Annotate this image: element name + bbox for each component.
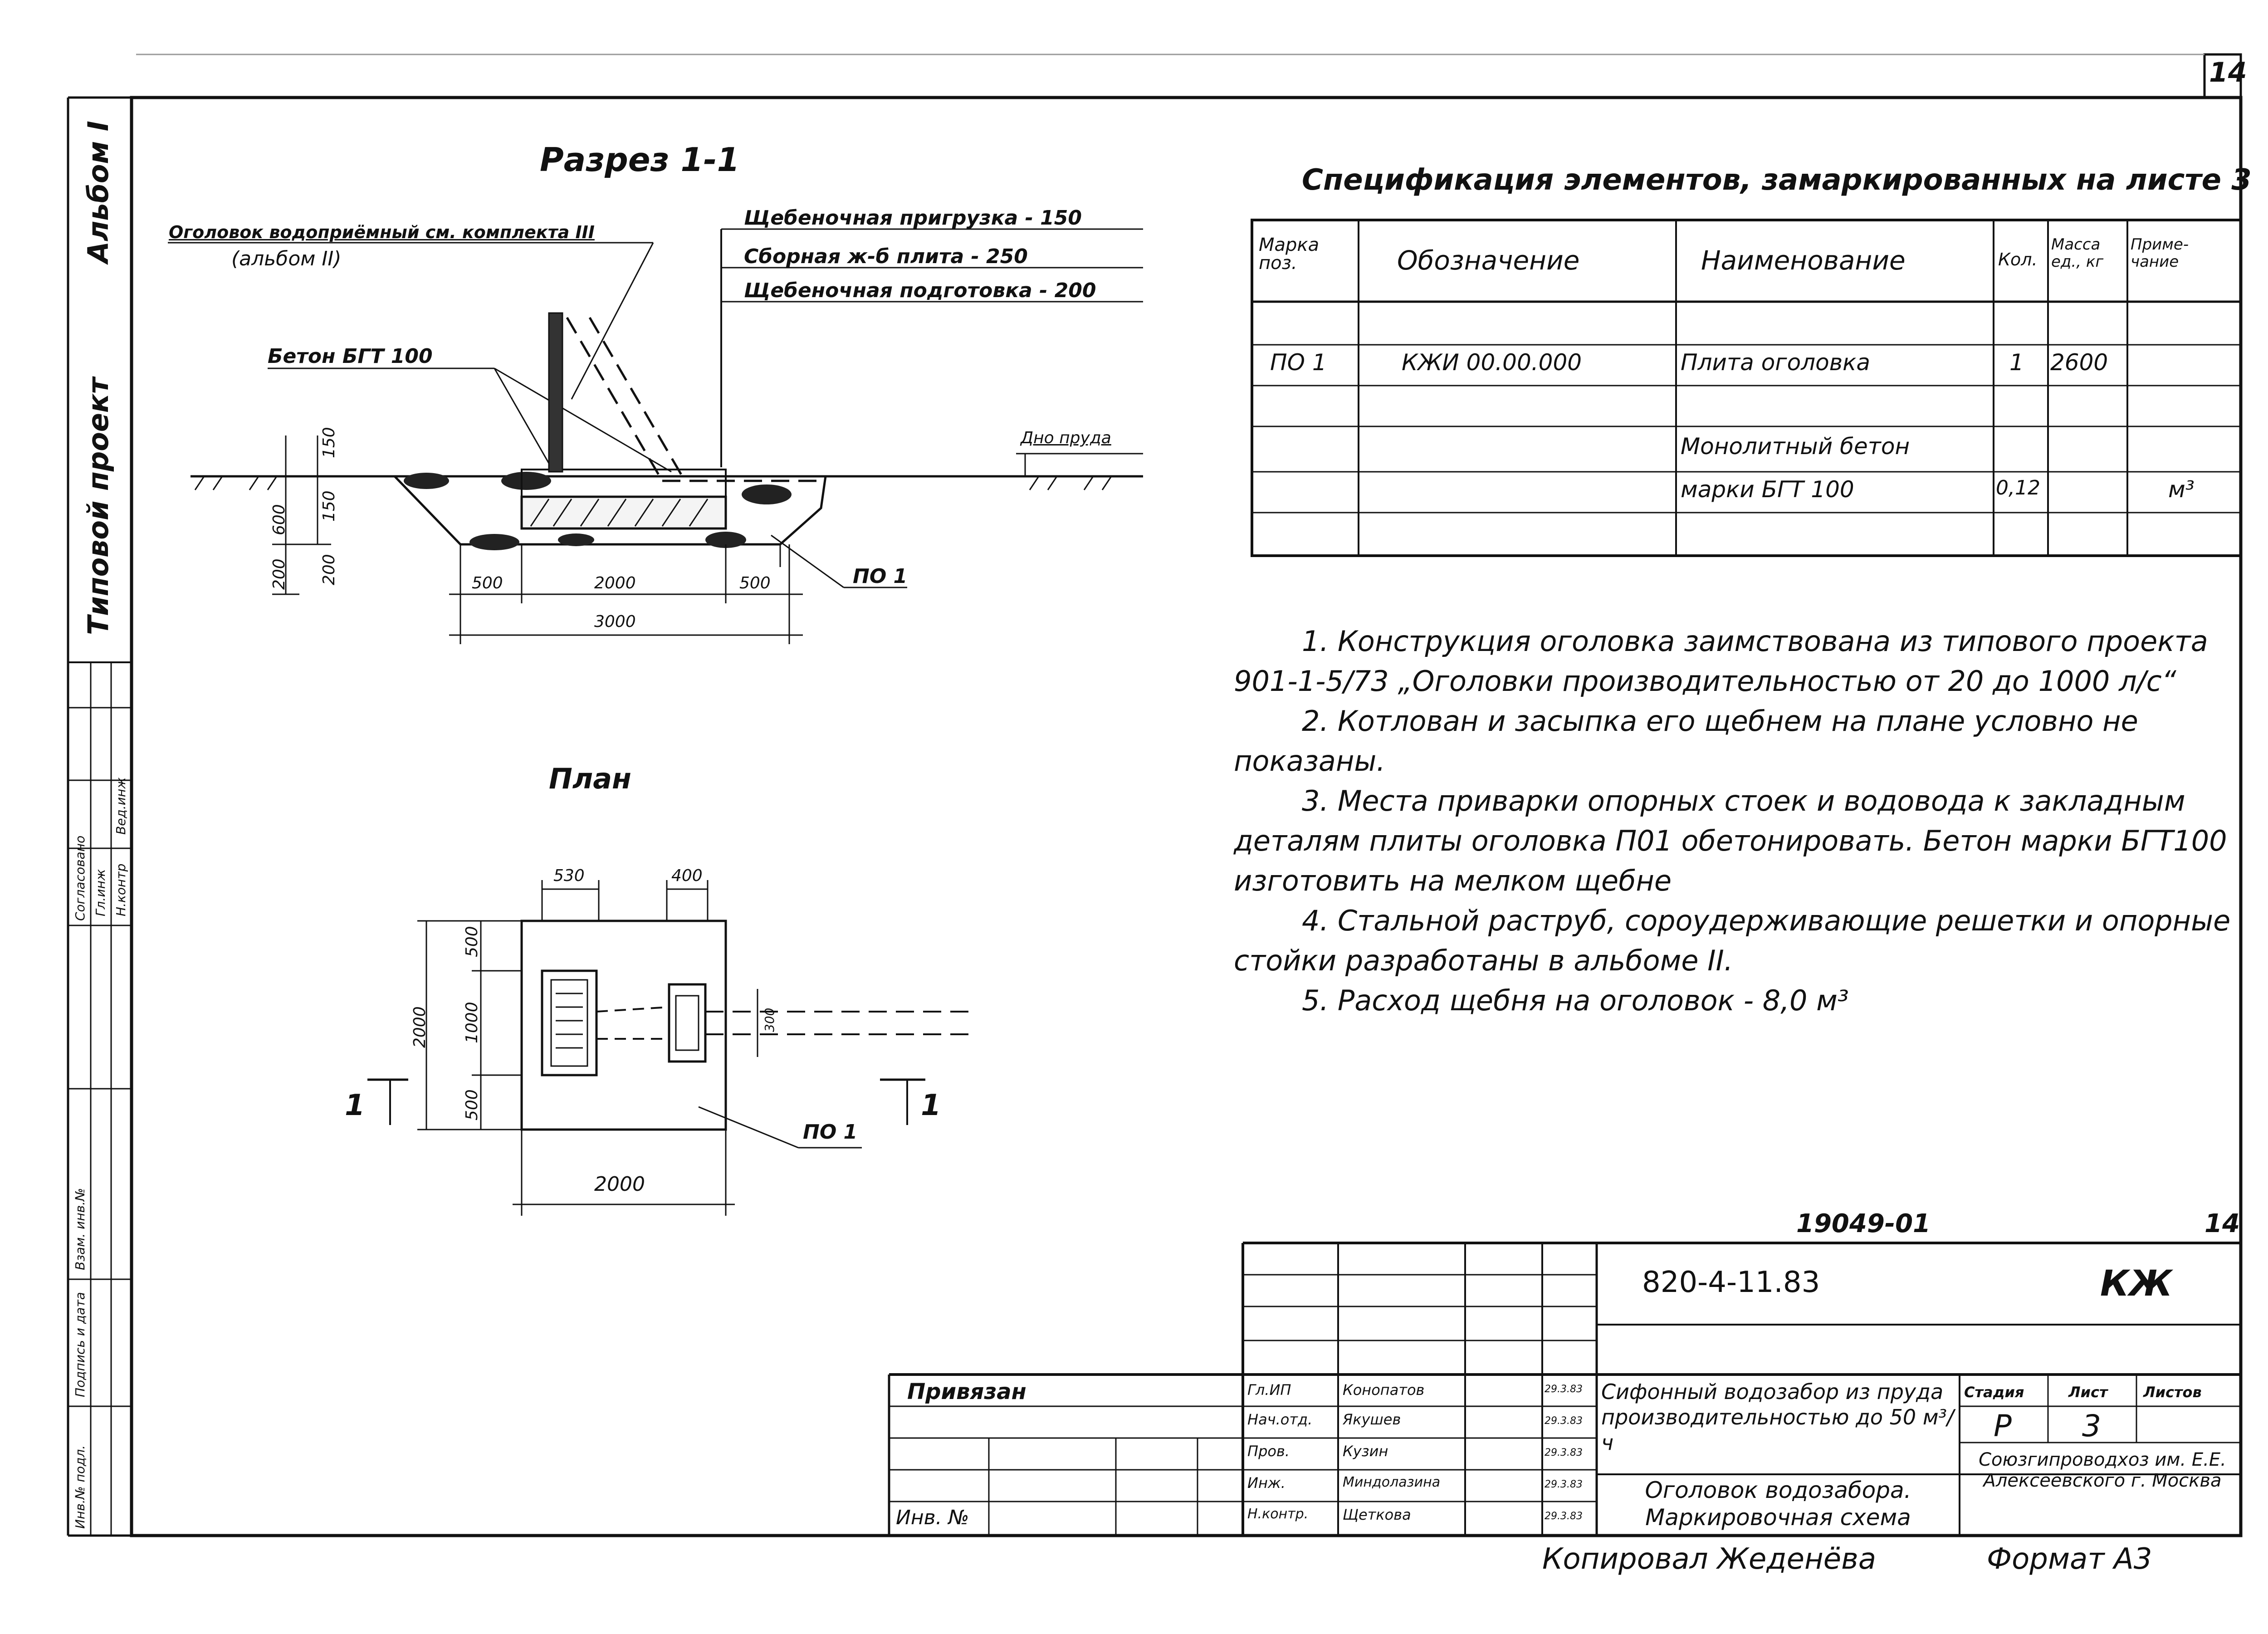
spec-row-2-name: Плита оголовка xyxy=(1681,349,1871,376)
stamp-role-4: Инж. xyxy=(1247,1474,1286,1492)
stamp-code: 820-4-11.83 xyxy=(1642,1266,1820,1299)
section-dim-v-600: 600 xyxy=(270,504,288,535)
stamp-mark: КЖ xyxy=(2100,1263,2173,1304)
left-strip-role-2: Н.контр xyxy=(113,863,128,916)
stamp-role-1: Гл.ИП xyxy=(1247,1381,1291,1399)
section-dim-h-3000: 3000 xyxy=(594,612,636,631)
left-strip-col-3: Взам. инв.№ xyxy=(73,1188,88,1270)
stamp-name-4: Миндолазина xyxy=(1343,1474,1441,1490)
plan-dim-v-500b: 500 xyxy=(463,1089,481,1120)
section-bottom-label: Дно пруда xyxy=(1021,429,1111,447)
stamp-date-2: 29.3.83 xyxy=(1545,1415,1583,1427)
stamp-org: Союзгипроводхоз им. Е.Е. Алексеевского г. Москва xyxy=(1979,1449,2226,1491)
plan-dim-top-1: 530 xyxy=(553,866,585,885)
stamp-tied: Привязан xyxy=(907,1379,1026,1404)
spec-header-name: Наименование xyxy=(1701,245,1906,276)
spec-row-4-name: Монолитный бетон xyxy=(1681,433,1910,460)
section-dim-h-500a: 500 xyxy=(472,574,503,592)
spec-row-5-name: марки БГТ 100 xyxy=(1681,476,1854,503)
section-dim-h-2000: 2000 xyxy=(594,574,636,592)
stamp-stage: Р xyxy=(1994,1409,2012,1443)
plan-dim-top-2: 400 xyxy=(671,866,703,885)
spec-header-designation: Обозначение xyxy=(1397,245,1580,276)
corner-page-number: 14 xyxy=(2209,57,2247,88)
stamp-inventory: 19049-01 xyxy=(1796,1209,1931,1238)
section-dim-v-150b: 150 xyxy=(320,490,338,522)
section-dim-v-150a: 150 xyxy=(320,427,338,458)
section-layer-1: Щебеночная пригрузка - 150 xyxy=(744,206,1082,230)
spec-row-2-mass: 2600 xyxy=(2050,349,2108,376)
notes-block xyxy=(1234,621,2232,1021)
section-title: Разрез 1-1 xyxy=(540,141,740,179)
stamp-sheet: 3 xyxy=(2082,1409,2101,1443)
note-3: 3. Места приварки опорных стоек и водовода к закладным деталям плиты оголовка П01 обетонировать. Бетон марки БГТ100 изготовить на мелком щебне xyxy=(1234,784,2227,897)
plan-cut-left: 1 xyxy=(345,1089,365,1122)
note-5: 5. Расход щебня на оголовок - 8,0 м³ xyxy=(1302,984,1849,1017)
plan-dim-v-2000: 2000 xyxy=(411,1006,429,1048)
note-1: 1. Конструкция оголовка заимствована из типового проекта 901-1-5/73 „Оголовки производительностью от 20 до 1000 л/с“ xyxy=(1234,625,2208,698)
left-strip-col-1: Инв.№ подл. xyxy=(73,1445,88,1529)
left-strip-role-3: Вед.инж xyxy=(113,777,128,835)
project-type-label: Типовой проект xyxy=(82,377,115,635)
note-4: 4. Стальной раструб, сороудерживающие решетки и опорные стойки разработаны в альбоме II. xyxy=(1234,904,2231,977)
spec-row-2-qty: 1 xyxy=(2009,349,2024,376)
section-layer-2: Сборная ж-б плита - 250 xyxy=(744,245,1028,268)
plan-title: План xyxy=(549,762,631,795)
spec-header-note: Приме-чание xyxy=(2131,235,2189,271)
stamp-stage-header: Стадия xyxy=(1964,1384,2024,1401)
stamp-date-1: 29.3.83 xyxy=(1545,1384,1583,1395)
plan-dim-side: 300 xyxy=(762,1008,777,1032)
plan-dim-v-1000: 1000 xyxy=(463,1002,481,1043)
album-label: Альбом I xyxy=(82,121,115,263)
note-2: 2. Котлован и засыпка его щебнем на плане условно не показаны. xyxy=(1234,704,2138,778)
section-dim-h-500b: 500 xyxy=(739,574,771,592)
plan-dim-bottom: 2000 xyxy=(594,1173,645,1196)
stamp-sheets-header: Листов xyxy=(2143,1384,2202,1401)
stamp-name-5: Щеткова xyxy=(1343,1506,1411,1523)
stamp-inv-label: Инв. № xyxy=(896,1506,969,1529)
stamp-copied: Копировал Жеденёва xyxy=(1542,1542,1877,1576)
stamp-name-2: Якушев xyxy=(1343,1411,1401,1428)
stamp-sheet-header: Лист xyxy=(2068,1384,2108,1401)
spec-title: Спецификация элементов, замаркированных на листе 3 xyxy=(1302,163,2252,197)
plan-mark-po1: ПО 1 xyxy=(803,1120,858,1144)
stamp-sheet-no-top: 14 xyxy=(2204,1209,2240,1238)
spec-header-mark: Марка поз. xyxy=(1259,235,1320,274)
section-concrete-label: Бетон БГТ 100 xyxy=(268,345,433,368)
stamp-name-1: Конопатов xyxy=(1343,1381,1425,1399)
section-dim-v-200b: 200 xyxy=(320,554,338,585)
spec-row-2-mark: ПО 1 xyxy=(1270,349,1327,376)
section-layer-3: Щебеночная подготовка - 200 xyxy=(744,279,1096,302)
stamp-date-3: 29.3.83 xyxy=(1545,1447,1583,1458)
spec-row-5-qty: 0,12 xyxy=(1996,476,2040,499)
section-mark-po1: ПО 1 xyxy=(853,565,908,588)
spec-row-5-note: м³ xyxy=(2168,476,2195,503)
stamp-sheet-name: Оголовок водозабора. Маркировочная схема xyxy=(1645,1477,1911,1531)
spec-header-mass: Масса ед., кг xyxy=(2051,235,2104,271)
section-headwall-label: Оголовок водоприёмный см. комплекта III xyxy=(169,222,595,242)
stamp-role-2: Нач.отд. xyxy=(1247,1411,1313,1428)
section-dim-v-200a: 200 xyxy=(270,558,288,590)
stamp-format: Формат А3 xyxy=(1987,1542,2152,1576)
stamp-project-name: Сифонный водозабор из пруда производительностью до 50 м³/ч xyxy=(1601,1380,1954,1455)
spec-row-2-designation: КЖИ 00.00.000 xyxy=(1402,349,1582,376)
left-strip-col-2: Подпись и дата xyxy=(73,1292,88,1397)
stamp-role-3: Пров. xyxy=(1247,1443,1290,1460)
stamp-date-5: 29.3.83 xyxy=(1545,1511,1583,1522)
left-strip-role-1: Гл.инж xyxy=(93,869,108,916)
section-album-label: (альбом II) xyxy=(231,247,342,270)
plan-dim-v-500a: 500 xyxy=(463,926,481,957)
stamp-role-5: Н.контр. xyxy=(1247,1506,1309,1522)
plan-cut-right: 1 xyxy=(921,1089,941,1122)
spec-header-qty: Кол. xyxy=(1998,250,2038,269)
stamp-name-3: Кузин xyxy=(1343,1443,1388,1460)
approved-label: Согласовано xyxy=(73,835,88,921)
stamp-date-4: 29.3.83 xyxy=(1545,1479,1583,1490)
